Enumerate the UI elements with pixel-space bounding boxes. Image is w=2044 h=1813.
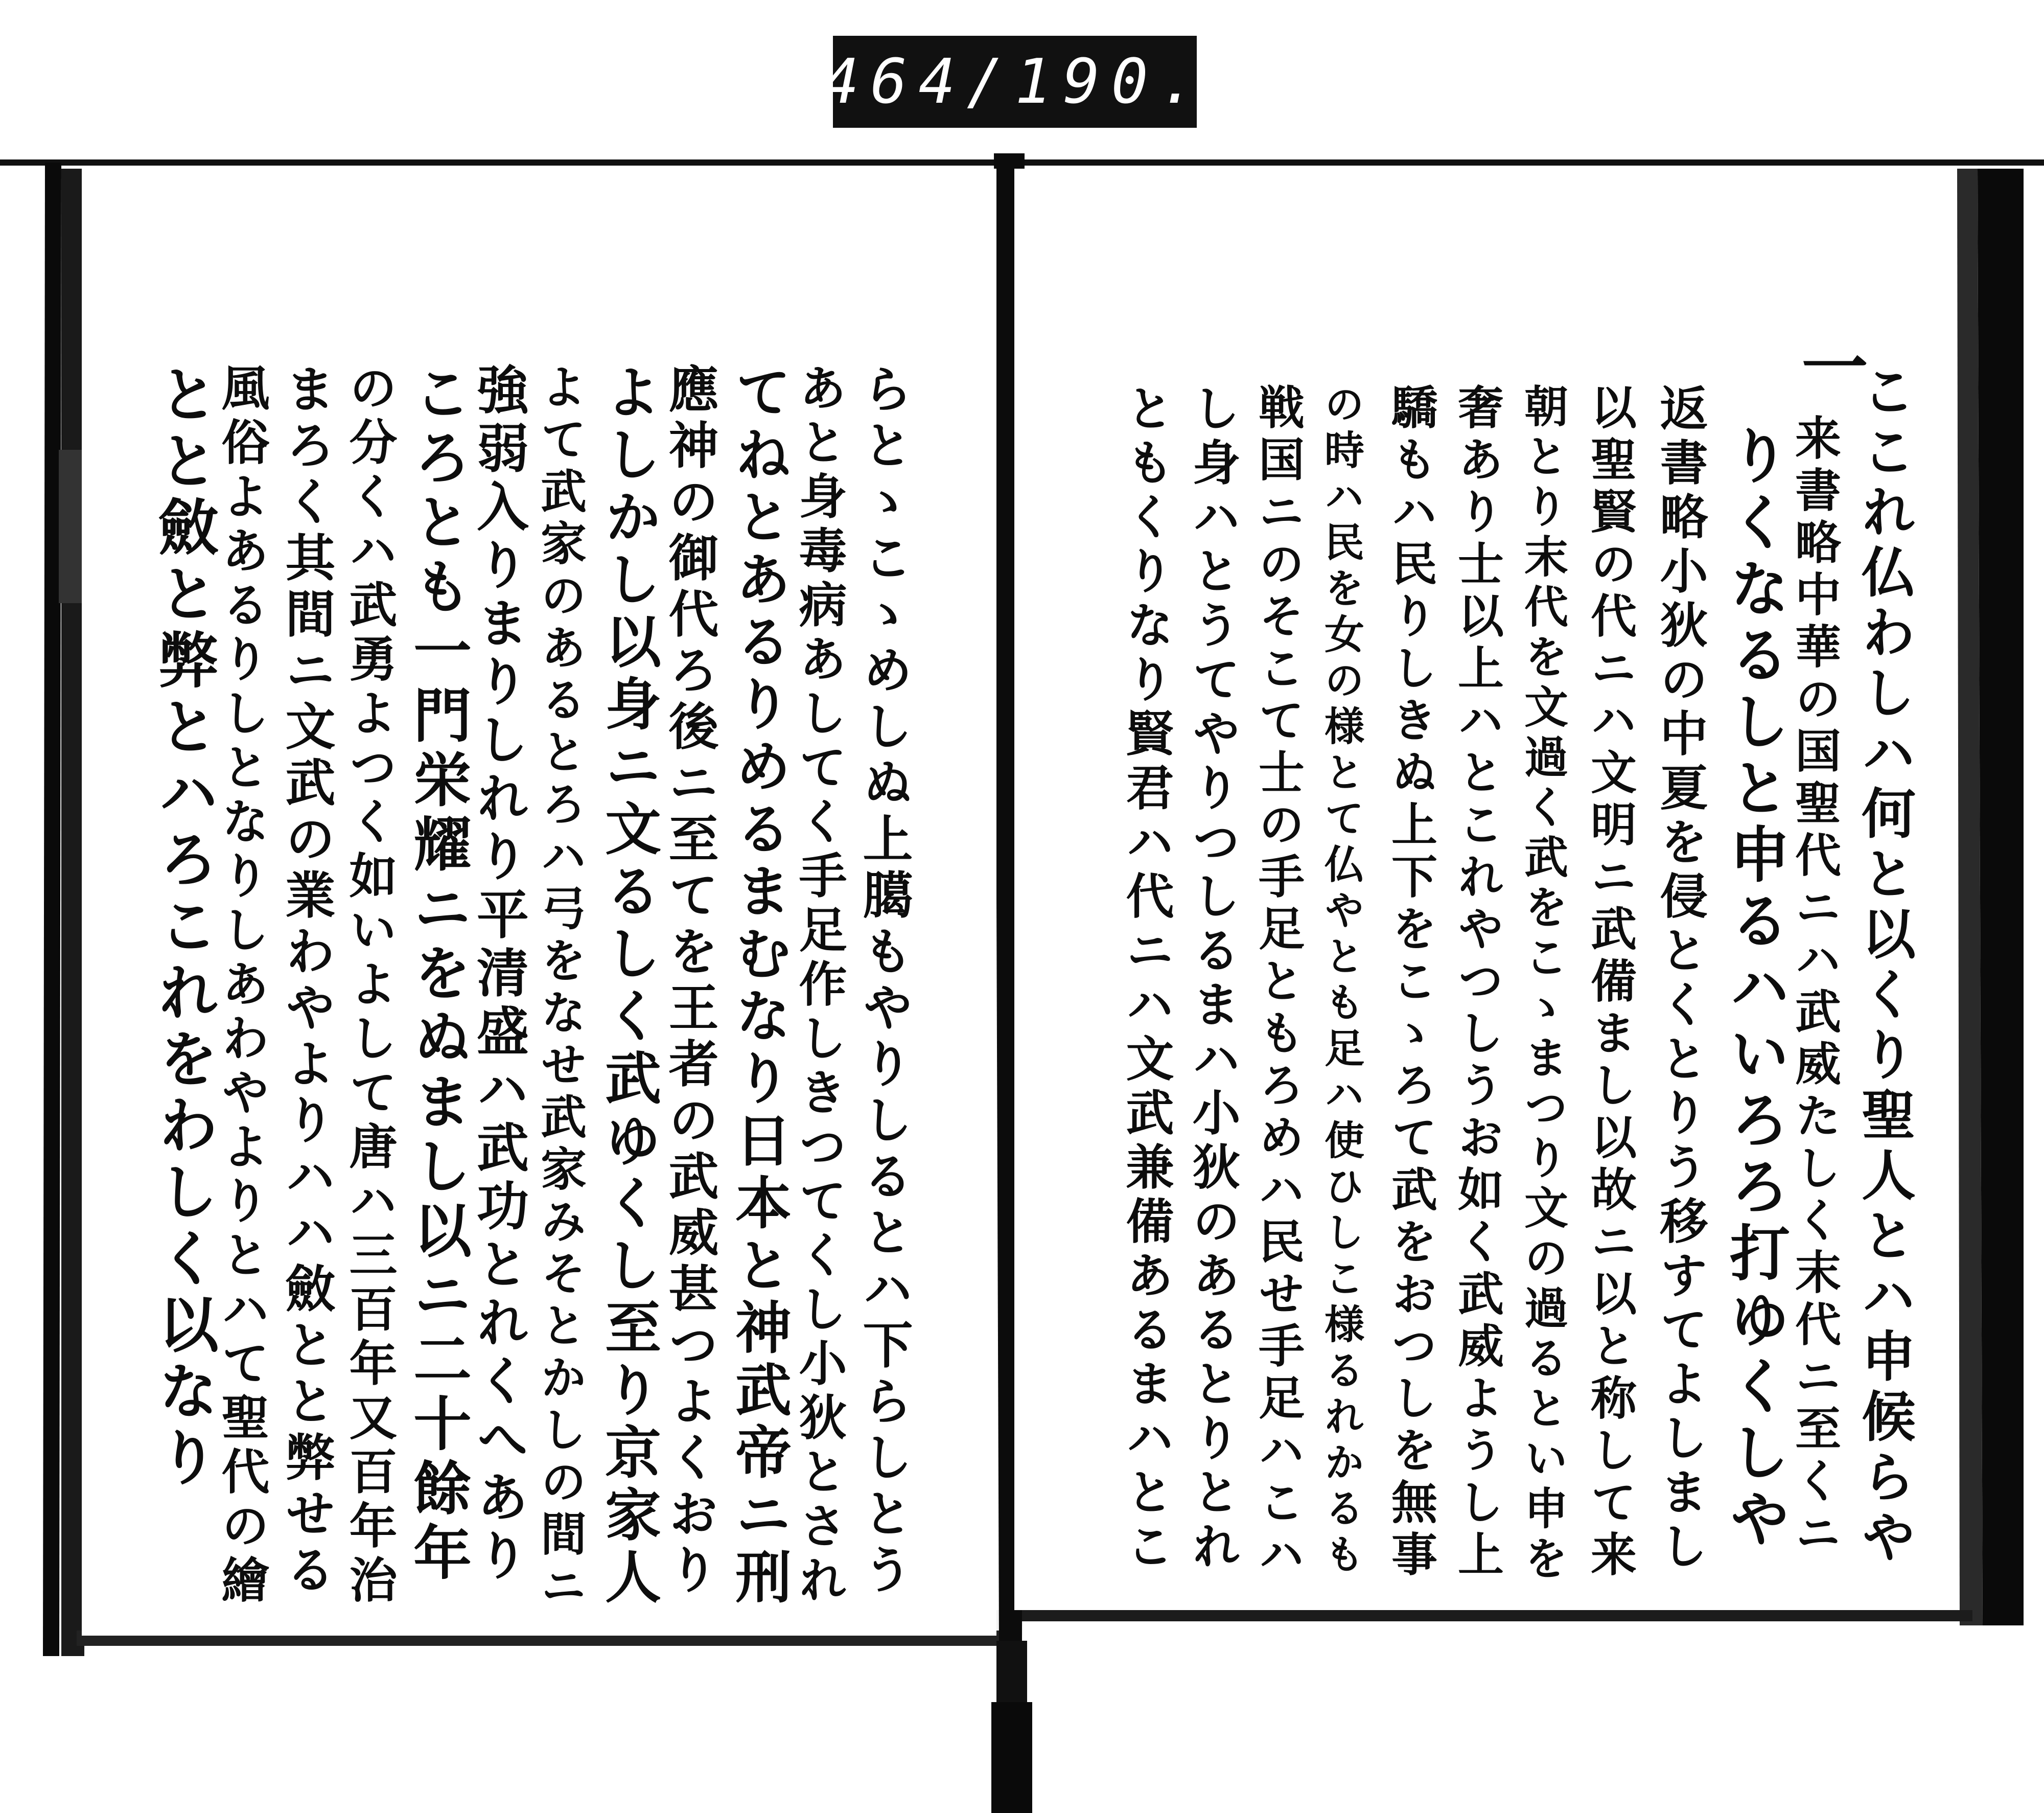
catalog-number-right: 190. <box>1015 46 1207 118</box>
text-column: よて武家のあるとろハ弓をなせ武家みそとかしの間ニ <box>532 363 587 1614</box>
text-column: まろく其間ニ文武の業わやよりハハ斂とと弊せる <box>277 363 336 1600</box>
text-column: 風俗よあるりしとなりしあわやよりとハて聖代の繪 <box>213 363 269 1609</box>
section-marker: 一 <box>1791 332 1869 405</box>
text-column: 返書略小狄の中夏を侵とくとりう移すてよしまし <box>1652 383 1708 1575</box>
text-column: 戦国ニのそこて士の手足ともろめハ民せ手足ハこハ <box>1250 383 1305 1582</box>
text-column: あと身毒病あしてく手足作しきつてくし小狄とされ <box>791 363 847 1609</box>
text-column: 来書略中華の国聖代ニハ武威たしく末代ニ至くニ <box>1787 414 1841 1561</box>
text-column: 以聖賢の代ニハ文明ニ武備まし以故ニ以と称して来 <box>1583 383 1637 1582</box>
text-column: 強弱入りまりしれり平清盛ハ武功とれくへあり <box>468 363 529 1587</box>
catalog-number-left: 464 <box>822 46 967 118</box>
text-column: し身ハとうてやりつしるまハ小狄のあるとりとれ <box>1184 383 1240 1575</box>
catalog-number-label <box>822 36 1207 128</box>
text-column: 奢あり士以上ハとこれやつしうお如く武威ようし上 <box>1450 383 1504 1582</box>
text-column: ころとも一門栄耀ニをぬまし以ニ二十餘年 <box>404 363 472 1587</box>
text-column: の分くハ武勇よつく如いよして唐ハ三百年又百年治 <box>341 363 397 1609</box>
text-column: らとゝこゝめしぬ上臈もやりしるとハ下らしとう <box>854 363 913 1600</box>
text-column: よしかし以身ニ文るしく武ゆくし至り京家人 <box>596 363 662 1610</box>
right-page <box>1014 169 1955 1610</box>
text-column: 驕もハ民りしきぬ上下をこゝろて武をおつしを無事 <box>1383 383 1437 1582</box>
text-column: りくなるしと申るハいろろ打ゆくしや <box>1720 424 1791 1554</box>
text-column: 朝とり末代を文過く武をこゝまつり文の過るとい申を <box>1517 383 1568 1586</box>
text-column: の時ハ民を女の様とて仏やとも足ハ使ひしこ様るれかるも <box>1318 383 1364 1579</box>
text-column: とと斂と弊とハろこれをわしく以なり <box>148 363 219 1493</box>
text-column: 應神の御代ろ後ニ至てを王者の武威甚つよくおり <box>660 363 719 1600</box>
catalog-number-separator: / <box>966 46 1015 118</box>
text-column: ともくりなり賢君ハ代ニハ文武兼備あるまハとこ <box>1118 383 1174 1575</box>
text-column: ここれ仏わしハ何と以くり聖人とハ申候らや <box>1853 363 1917 1569</box>
left-page <box>82 169 996 1636</box>
text-column: てねとあるりめるまむなり日本と神武帝ニ刑 <box>726 363 792 1610</box>
